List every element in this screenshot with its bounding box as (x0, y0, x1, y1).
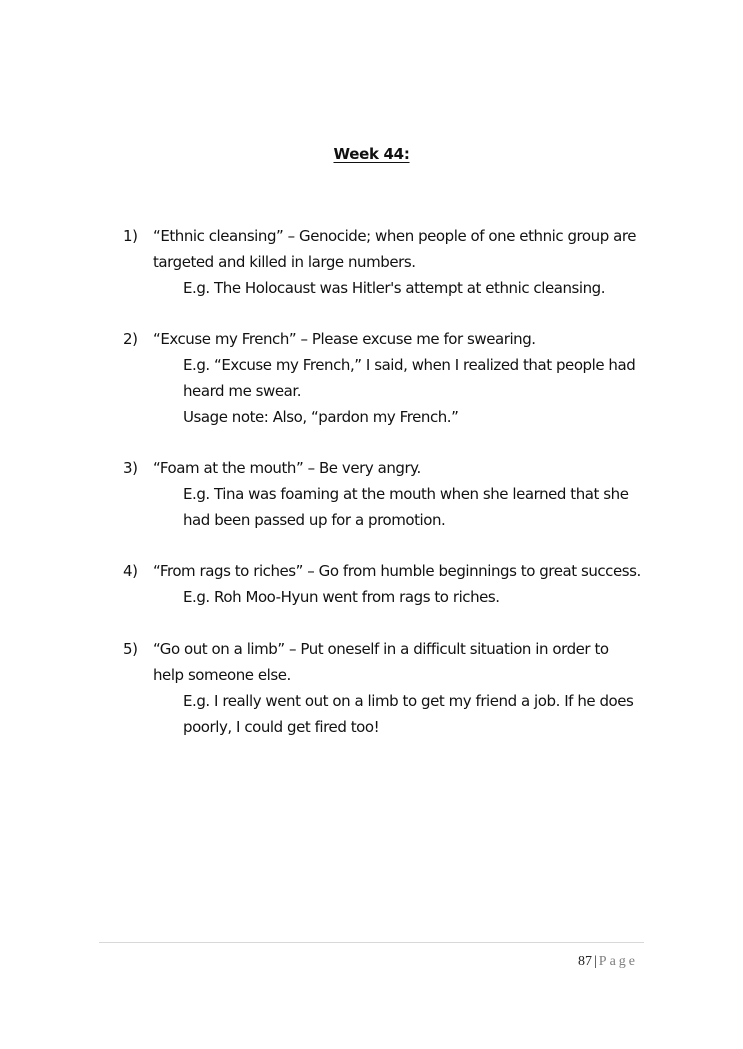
idiom-definition: “Excuse my French” – Please excuse me for swearing. (153, 330, 536, 348)
page-number: 87 (577, 954, 592, 969)
page-title: Week 44: (333, 145, 410, 163)
entry-number: 1) (123, 227, 138, 245)
idiom-definition-continued: help someone else. (153, 666, 291, 684)
footer-divider (99, 942, 644, 943)
usage-note: Usage note: Also, “pardon my French.” (183, 408, 459, 426)
idiom-entry-1 (123, 223, 653, 301)
entry-number: 2) (123, 330, 138, 348)
idiom-example: E.g. The Holocaust was Hitler's attempt at ethnic cleansing. (183, 279, 606, 297)
idiom-example: E.g. I really went out on a limb to get my friend a job. If he does (183, 692, 634, 710)
idiom-definition: “From rags to riches” – Go from humble beginnings to great success. (153, 562, 641, 580)
idiom-definition: “Foam at the mouth” – Be very angry. (153, 459, 421, 477)
idiom-entry-5 (123, 636, 653, 740)
idiom-example: E.g. “Excuse my French,” I said, when I realized that people had (183, 356, 636, 374)
page-label: Page (598, 954, 638, 969)
idiom-definition: “Go out on a limb” – Put oneself in a difficult situation in order to (153, 640, 609, 658)
idiom-definition-continued: targeted and killed in large numbers. (153, 253, 416, 271)
page-footer (578, 954, 638, 970)
idiom-entry-3 (123, 455, 653, 533)
idiom-example: E.g. Tina was foaming at the mouth when she learned that she (183, 485, 629, 503)
entry-number: 4) (123, 562, 138, 580)
entry-number: 5) (123, 640, 138, 658)
idiom-example-continued: poorly, I could get fired too! (183, 718, 380, 736)
idiom-example-continued: had been passed up for a promotion. (183, 511, 446, 529)
entry-number: 3) (123, 459, 138, 477)
footer-separator: | (593, 954, 597, 969)
idiom-definition: “Ethnic cleansing” – Genocide; when people of one ethnic group are (153, 227, 637, 245)
idiom-example-continued: heard me swear. (183, 382, 302, 400)
idiom-entry-2 (123, 326, 653, 430)
idiom-example: E.g. Roh Moo-Hyun went from rags to riches. (183, 588, 500, 606)
idiom-entry-4 (123, 558, 653, 610)
